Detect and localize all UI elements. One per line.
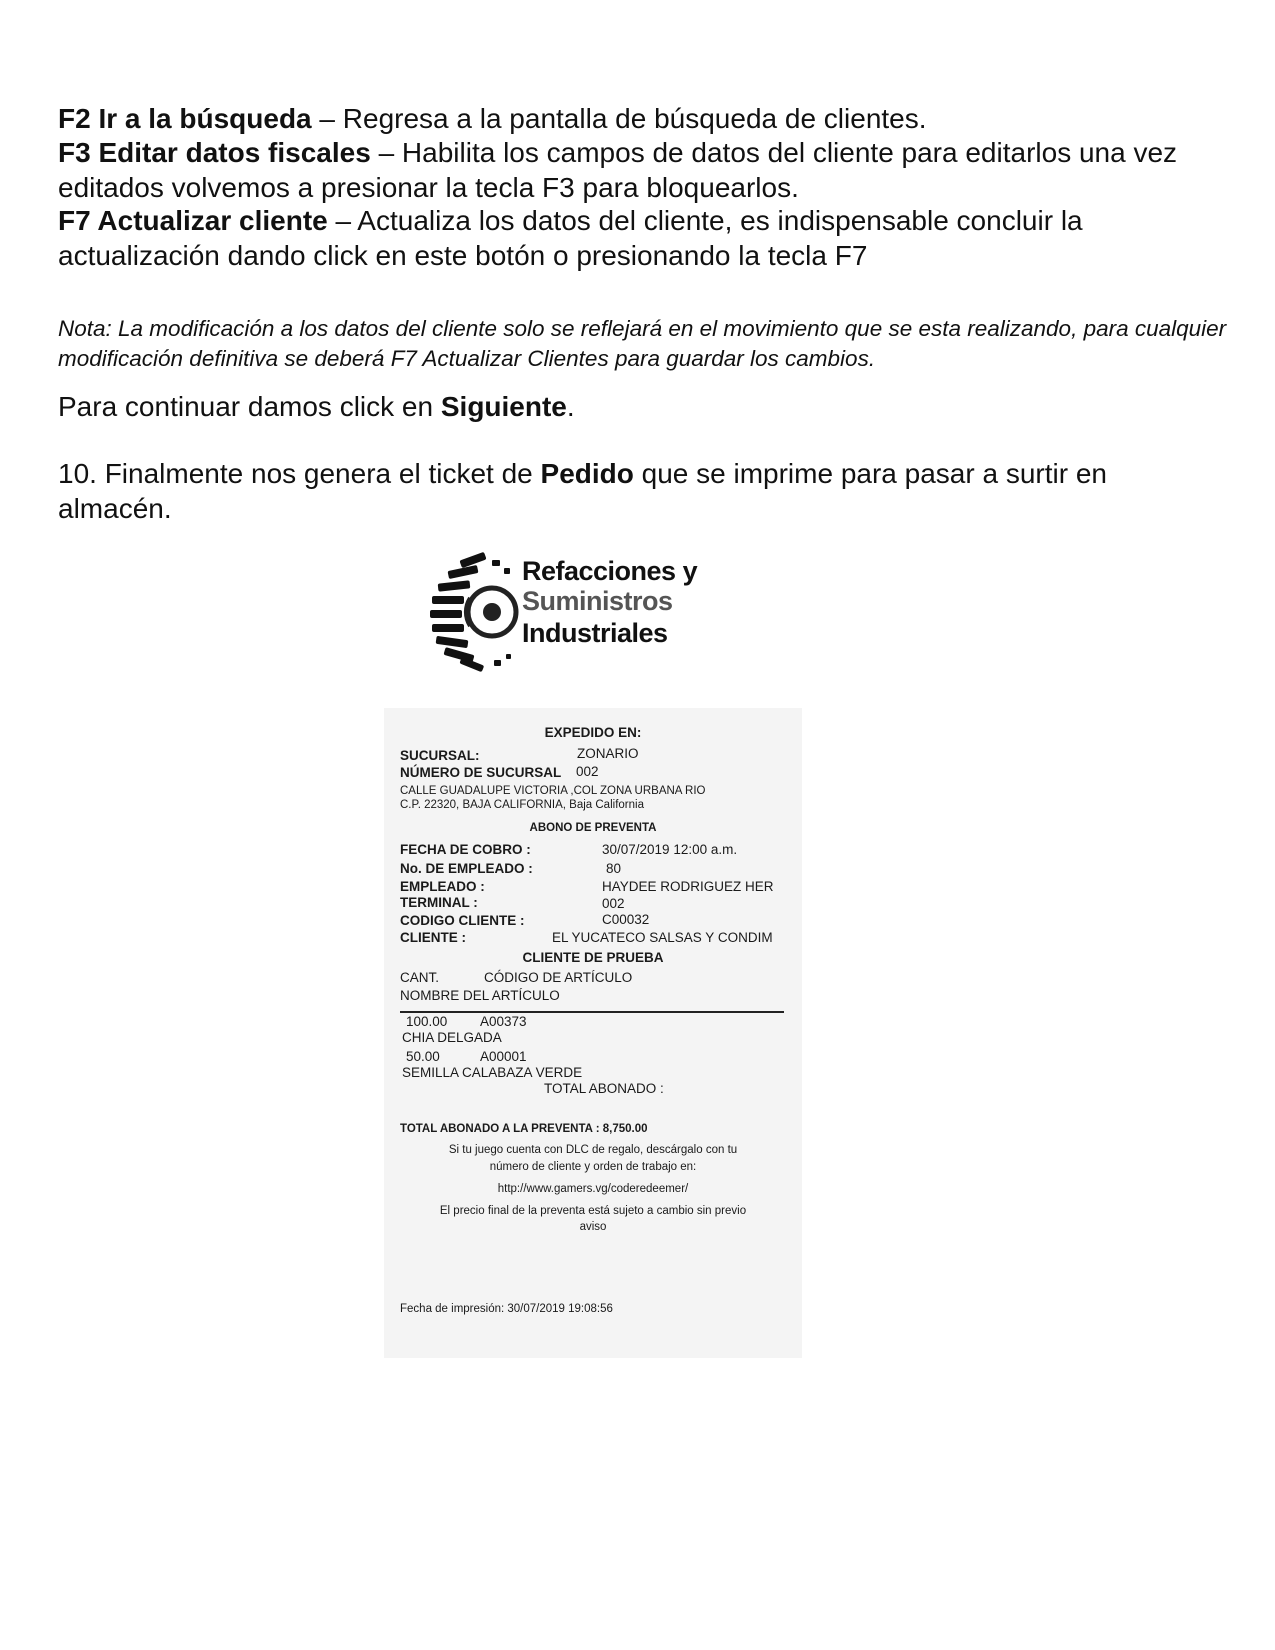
col-nombre: NOMBRE DEL ARTÍCULO	[400, 988, 560, 1003]
fecha-impresion: Fecha de impresión: 30/07/2019 19:08:56	[400, 1303, 613, 1315]
sucursal-value: ZONARIO	[577, 746, 639, 761]
codigo-cliente-label: CODIGO CLIENTE :	[400, 913, 525, 928]
ticket-section-title: ABONO DE PREVENTA	[529, 822, 657, 834]
cliente-value: EL YUCATECO SALSAS Y CONDIM	[552, 930, 773, 945]
continue-bold: Siguiente	[440, 391, 567, 422]
col-cant: CANT.	[400, 970, 440, 985]
fecha-cobro-value: 30/07/2019 12:00 a.m.	[602, 842, 738, 857]
logo-line-3: Industriales	[522, 618, 668, 648]
num-empleado-value: 80	[606, 861, 622, 876]
item-nombre: SEMILLA CALABAZA VERDE	[402, 1065, 583, 1080]
step-10	[58, 456, 1218, 526]
total-preventa: TOTAL ABONADO A LA PREVENTA : 8,750.00	[400, 1123, 648, 1135]
f2-instruction	[58, 101, 1218, 136]
ticket-divider	[400, 1011, 784, 1013]
num-sucursal-label: NÚMERO DE SUCURSAL	[400, 765, 562, 780]
ticket-expedido: EXPEDIDO EN:	[544, 725, 642, 740]
total-abonado: TOTAL ABONADO :	[544, 1081, 664, 1096]
continue-instruction	[58, 389, 1218, 424]
codigo-cliente-value: C00032	[602, 912, 650, 927]
logo-line-2: Suministros	[522, 586, 673, 616]
f3-instruction	[58, 135, 1218, 205]
empleado-value: HAYDEE RODRIGUEZ HER	[602, 879, 774, 894]
dlc-line-2: número de cliente y orden de trabajo en:	[489, 1161, 697, 1173]
step10-bold: Pedido	[540, 458, 634, 489]
col-codigo: CÓDIGO DE ARTÍCULO	[484, 970, 633, 985]
cliente-prueba: CLIENTE DE PRUEBA	[522, 950, 664, 965]
precio-line-2: aviso	[579, 1221, 607, 1233]
terminal-value: 002	[602, 896, 625, 911]
item-codigo: A00373	[480, 1014, 527, 1029]
item-cant: 50.00	[406, 1049, 440, 1064]
note-text: Nota: La modificación a los datos del cliente solo se reflejará en el movimiento que se esta realizando, para cualquier modificación definitiva se deberá F7 Actualizar Clientes para guardar los cambios.	[58, 316, 1227, 371]
redeem-url: http://www.gamers.vg/coderedeemer/	[497, 1183, 689, 1195]
step10-prefix: 10. Finalmente nos genera el ticket de	[58, 458, 541, 489]
gear-logo-icon	[430, 548, 525, 676]
step10-suffix: que se imprime para pasar a surtir en almacén.	[58, 458, 1107, 524]
company-logo	[430, 548, 740, 676]
precio-line-1: El precio final de la preventa está sujeto a cambio sin previo	[439, 1205, 747, 1217]
cliente-label: CLIENTE :	[400, 930, 466, 945]
logo-line-1: Refacciones y	[522, 556, 698, 586]
f7-instruction	[58, 203, 1218, 273]
f3-key: F3 Editar datos fiscales	[58, 137, 371, 168]
f2-desc: – Regresa a la pantalla de búsqueda de clientes.	[311, 103, 927, 134]
f3-desc: – Habilita los campos de datos del cliente para editarlos una vez editados volvemos a presionar la tecla F3 para bloquearlos.	[58, 137, 1178, 203]
sucursal-label: SUCURSAL:	[400, 748, 480, 763]
empleado-label: EMPLEADO :	[400, 879, 485, 894]
f7-key: F7 Actualizar cliente	[58, 205, 328, 236]
terminal-label: TERMINAL :	[400, 895, 478, 910]
dlc-line-1: Si tu juego cuenta con DLC de regalo, descárgalo con tu	[448, 1144, 738, 1156]
continue-prefix: Para continuar damos click en	[58, 391, 441, 422]
fecha-cobro-label: FECHA DE COBRO :	[400, 842, 531, 857]
order-ticket	[384, 708, 802, 1358]
item-codigo: A00001	[480, 1049, 527, 1064]
continue-suffix: .	[566, 391, 575, 422]
address-line-1: CALLE GUADALUPE VICTORIA ,COL ZONA URBANA RIO	[400, 785, 706, 797]
item-cant: 100.00	[406, 1014, 448, 1029]
f7-desc: – Actualiza los datos del cliente, es indispensable concluir la actualización dando click en este botón o presionando la tecla F7	[58, 205, 1083, 271]
num-empleado-label: No. DE EMPLEADO :	[400, 861, 533, 876]
address-line-2: C.P. 22320, BAJA CALIFORNIA, Baja California	[400, 799, 644, 811]
item-nombre: CHIA DELGADA	[402, 1030, 502, 1045]
f2-key: F2 Ir a la búsqueda	[58, 103, 312, 134]
num-sucursal-value: 002	[576, 764, 599, 779]
